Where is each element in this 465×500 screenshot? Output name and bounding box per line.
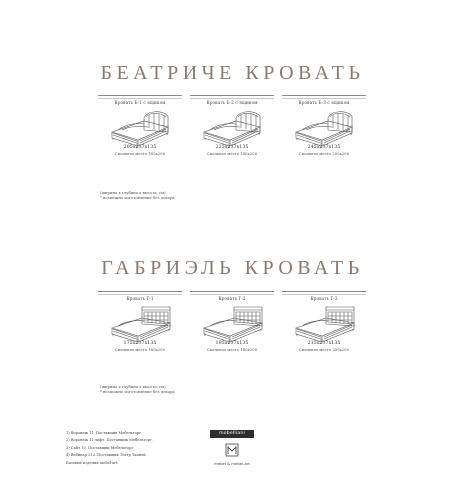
card-top-rule	[282, 291, 366, 292]
bed-drawing-icon	[196, 108, 268, 148]
bed-sleeping-area: Спальное место 200x200	[298, 151, 349, 156]
credit-line: Базовые изделия mebel-art.	[66, 460, 119, 465]
credit-line: 3) Сайт 10. Поставщик Мебельторг.	[66, 445, 135, 450]
credit-line: 4) Вебинар 212. Поставщик Театр Тканей.	[66, 453, 147, 458]
card-second-rule	[98, 98, 182, 99]
bed-drawing-icon	[288, 108, 360, 148]
brand-mark-text: mebel & mebel-art	[214, 461, 250, 466]
bed-sleeping-area: Спальное место 200x200	[298, 347, 349, 352]
gabriel-bed-row	[0, 291, 465, 371]
bed-dimensions: 245x237x135	[307, 145, 341, 150]
dimension-note: (ширина x глубина x высота, см)	[100, 190, 166, 195]
bed-dimensions: 175x237x135	[123, 341, 157, 346]
bed-dimensions: 195x237x135	[215, 341, 249, 346]
bed-name: Кровать Б-3 с ящиком	[298, 100, 350, 105]
bed-card	[282, 95, 366, 169]
card-top-rule	[282, 95, 366, 96]
section-title-beatriche: БЕАТРИЧЕ КРОВАТЬ	[100, 62, 365, 84]
decor-note: * возможно изготовление без декора	[100, 195, 175, 200]
photo-credits	[66, 430, 176, 467]
bed-card	[282, 291, 366, 365]
brand-emblem-icon	[222, 443, 242, 457]
brand-logo: mobelliani	[210, 430, 254, 438]
bed-drawing-icon	[104, 108, 176, 148]
bed-dimensions: 215x237x135	[307, 341, 341, 346]
bed-drawing-icon	[288, 304, 360, 344]
bed-name: Кровать Г-1	[126, 296, 154, 301]
beatriche-notes	[100, 190, 240, 200]
bed-sleeping-area: Спальное место 160x200	[114, 347, 165, 352]
credit-line: 2) Воронеж 11 лифт. Поставщик Мебельторг.	[66, 438, 153, 443]
bed-sleeping-area: Спальное место 160x200	[114, 151, 165, 156]
card-top-rule	[190, 291, 274, 292]
dimension-note: (ширина x глубина x высота, см)	[100, 384, 166, 389]
card-second-rule	[282, 294, 366, 295]
bed-sleeping-area: Спальное место 180x200	[206, 151, 257, 156]
decor-note: * возможно изготовление без декора	[100, 389, 175, 394]
card-second-rule	[98, 294, 182, 295]
bed-dimensions: 225x237x135	[215, 145, 249, 150]
bed-dimensions: 205x237x135	[123, 145, 157, 150]
bed-drawing-icon	[196, 304, 268, 344]
card-top-rule	[98, 95, 182, 96]
bed-sleeping-area: Спальное место 180x200	[206, 347, 257, 352]
card-second-rule	[282, 98, 366, 99]
card-second-rule	[190, 98, 274, 99]
card-top-rule	[190, 95, 274, 96]
bed-card	[190, 291, 274, 365]
gabriel-notes	[100, 384, 240, 394]
bed-name: Кровать Г-2	[218, 296, 246, 301]
credit-line: 1) Воронеж 11. Поставщик Мебельторг.	[66, 431, 143, 435]
bed-card	[98, 95, 182, 169]
card-second-rule	[190, 294, 274, 295]
section-title-gabriel: ГАБРИЭЛЬ КРОВАТЬ	[101, 257, 364, 279]
bed-name: Кровать Б-2 с ящиком	[206, 100, 258, 105]
bed-card	[98, 291, 182, 365]
bed-drawing-icon	[104, 304, 176, 344]
card-top-rule	[98, 291, 182, 292]
beatriche-bed-row	[0, 95, 465, 175]
bed-name: Кровать Б-1 с ящиком	[114, 100, 166, 105]
bed-card	[190, 95, 274, 169]
bed-name: Кровать Г-3	[310, 296, 338, 301]
